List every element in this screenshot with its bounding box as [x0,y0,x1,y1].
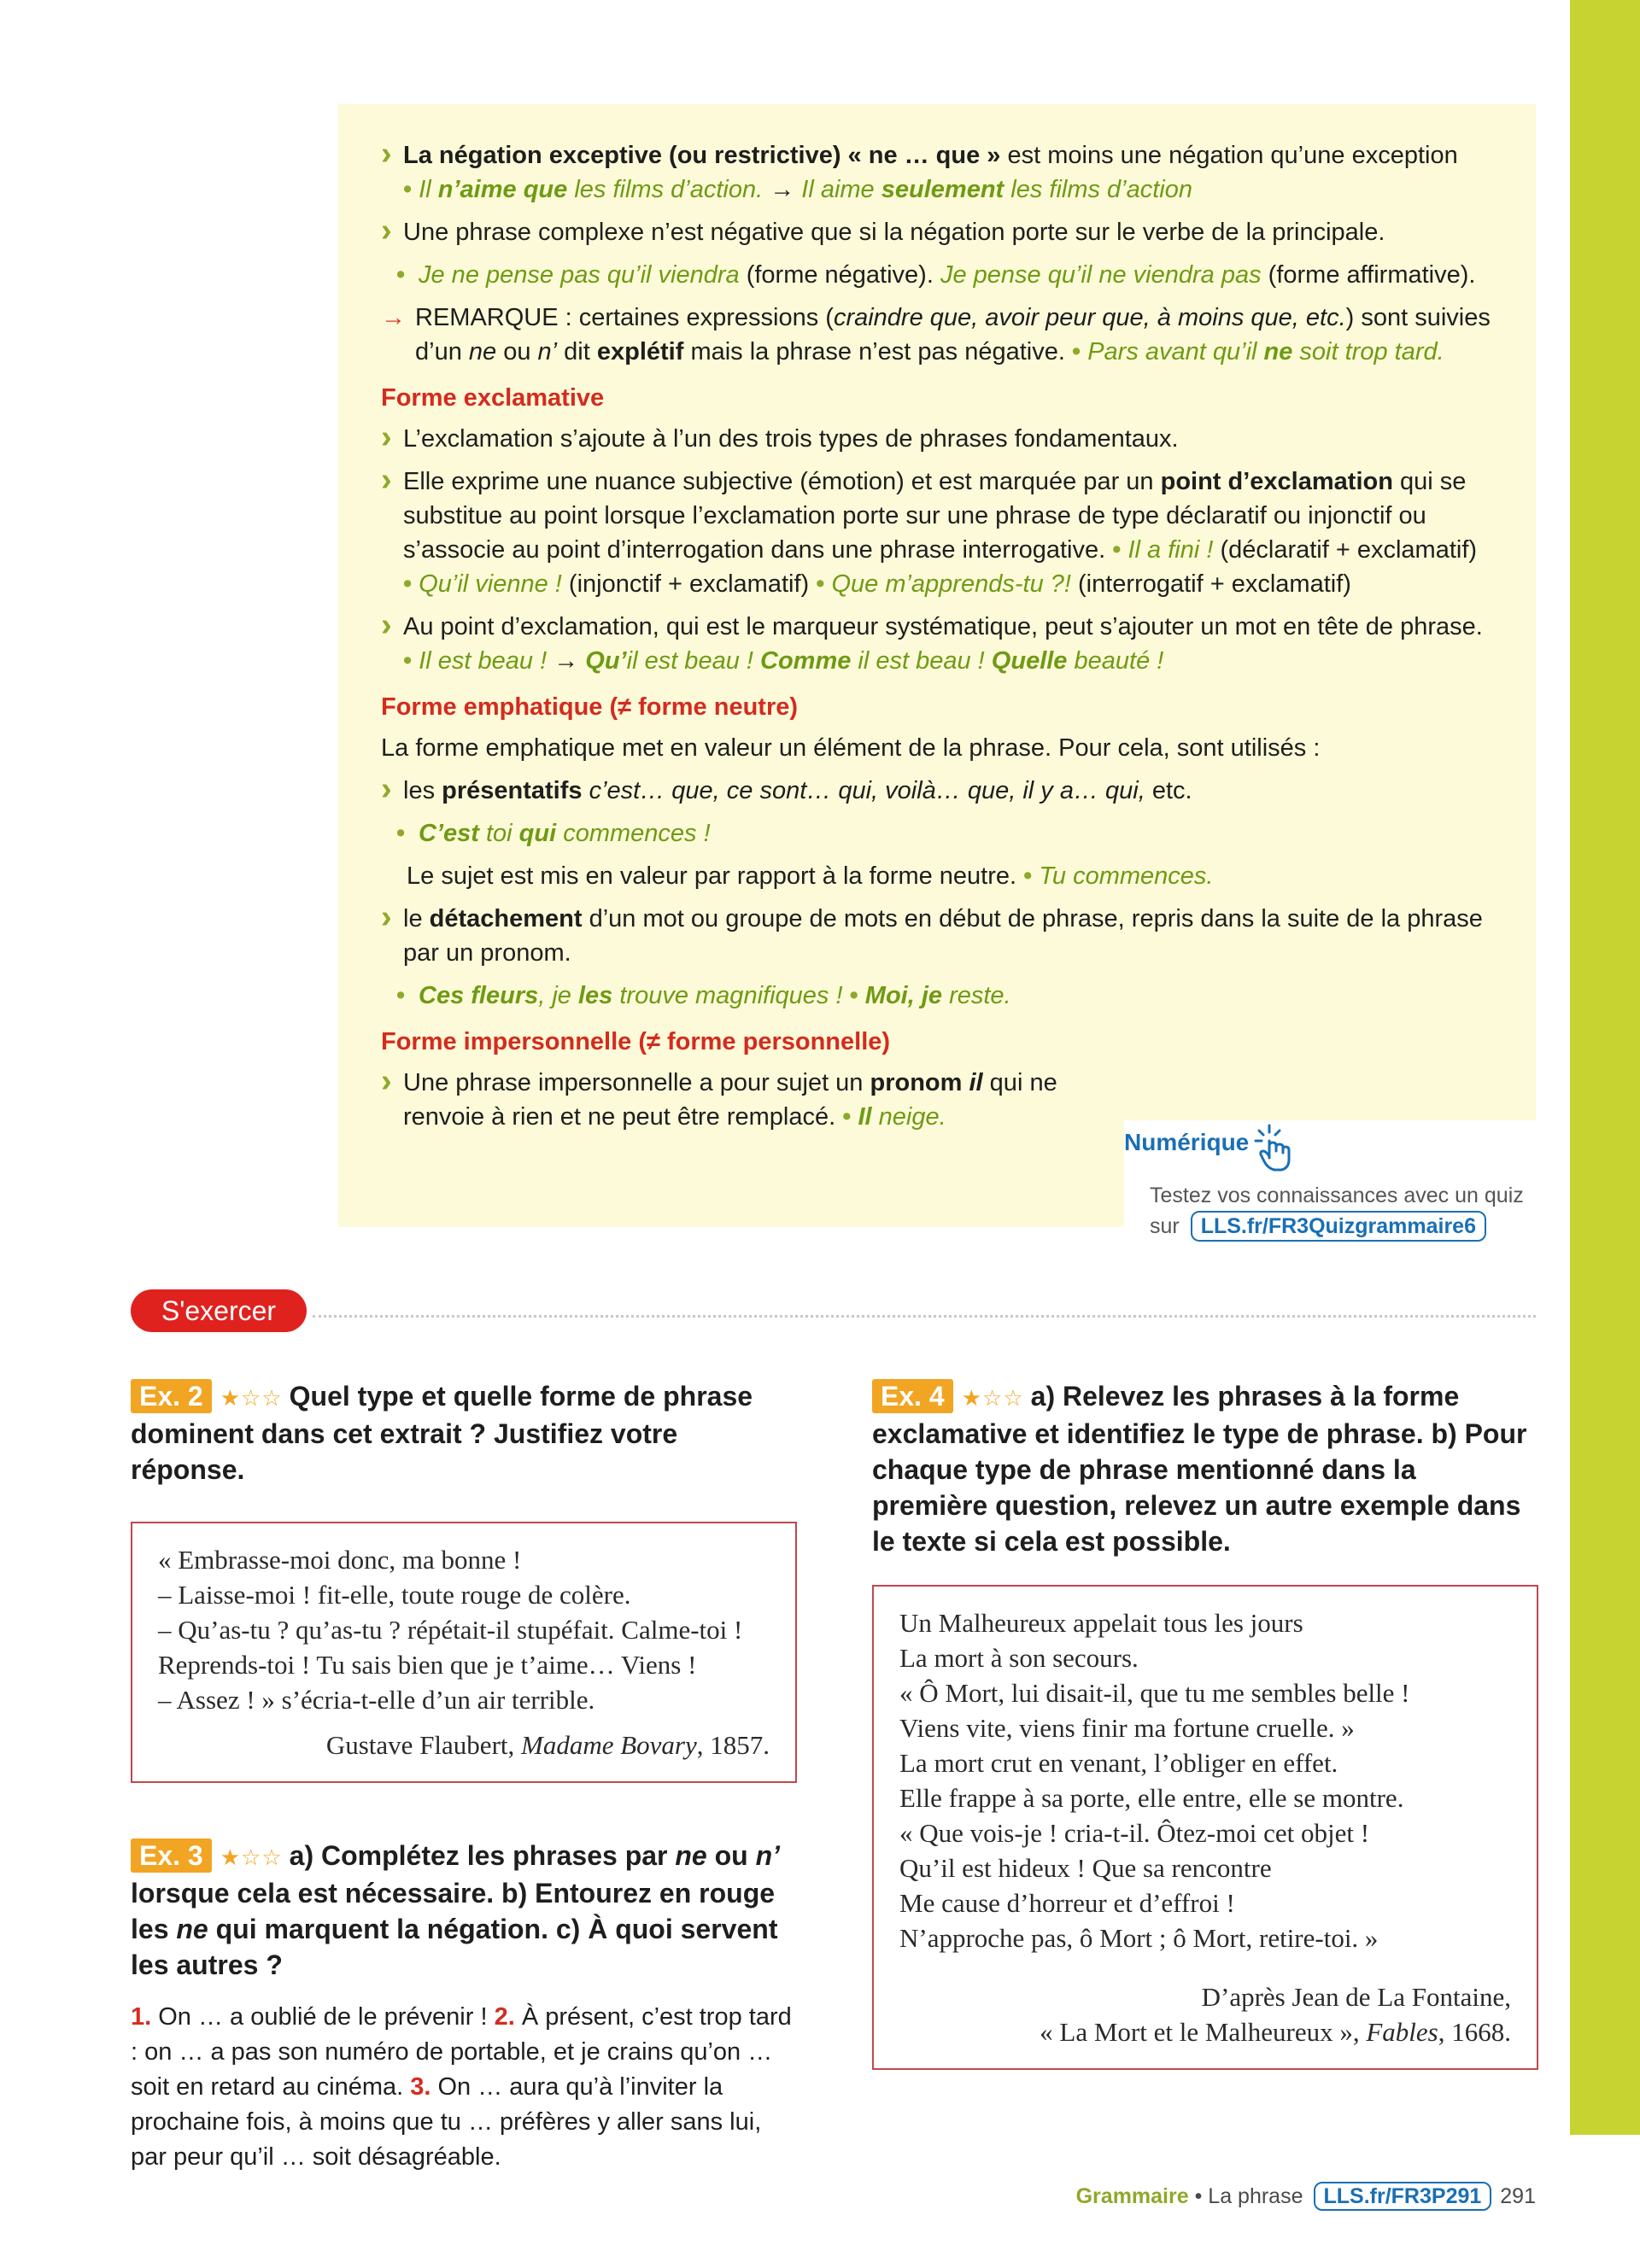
right-column [872,1378,1538,2070]
ex4-poem-box [872,1585,1538,2070]
ex2-heading: Ex. 2 ★☆☆ Quel type et quelle forme de phrase dominent dans cet extrait ? Justifiez votre réponse. [131,1381,753,1485]
lesson-content [381,138,1491,1143]
remarque: → REMARQUE : certaines expressions (craindre que, avoir peur que, à moins que, etc.) sont suivies d’un ne ou n’ dit explétif mais la phrase n’est pas négative. • Pars avant qu’il ne soit trop tard. [381,301,1491,369]
poem-line: Me cause d’horreur et d’effroi ! [899,1888,1235,1918]
quote-line: « Embrasse-moi donc, ma bonne ! [158,1545,522,1575]
poem-line: Qu’il est hideux ! Que sa rencontre [899,1853,1272,1883]
numerique-panel [1124,1120,1536,1250]
ex3-badge: Ex. 3 [131,1838,212,1873]
ex3-body: 1. On … a oublié de le prévenir ! 2. À présent, c’est trop tard : on … a pas son numéro de portable, et je crains qu’on … soit en retard au cinéma. 3. On … aura qu’à l’inviter la prochaine fois, à moins que tu … préfères y aller sans lui, par peur qu’il … soit désagréable. [131,2003,792,2171]
bullet-negation-exceptive: › La négation exceptive (ou restrictive) « ne … que » est moins une négation qu’une exception • Il n’aime que les films d’action. → Il aime seulement les films d’action [381,138,1491,207]
quote-line: – Assez ! » s’écria-t-elle d’un air terrible. [158,1685,595,1715]
page-number: 291 [1500,2184,1536,2208]
ex4-badge: Ex. 4 [872,1379,953,1413]
tap-hand-icon [1250,1120,1303,1173]
arrow-icon: → [554,647,579,675]
footer-section: Grammaire [1075,2184,1189,2208]
heading-forme-impersonnelle: Forme impersonnelle (≠ forme personnelle) [381,1028,891,1055]
quote-line: Reprends-toi ! Tu sais bien que je t’aime… Viens ! [158,1650,697,1680]
bullet-presentatifs: › les présentatifs c’est… que, ce sont… qui, voilà… que, il y a… qui, etc. [381,774,1491,808]
side-accent-strip [1570,0,1640,2135]
ex3-heading: Ex. 3 ★☆☆ a) Complétez les phrases par ne ou n’ lorsque cela est nécessaire. b) Entourez en rouge les ne qui marquent la négation. c) À quoi servent les autres ? [131,1840,781,1980]
numerique-title: Numérique [1124,1129,1250,1155]
ex2-source: Gustave Flaubert, Madame Bovary, 1857. [325,1730,770,1760]
quiz-link[interactable]: LLS.fr/FR3Quizgrammaire6 [1191,1211,1486,1242]
difficulty-stars-icon: ★☆☆ [220,1385,283,1411]
poem-line: La mort crut en venant, l’obliger en effet. [899,1748,1338,1778]
ex4-heading: Ex. 4 ★☆☆ a) Relevez les phrases à la forme exclamative et identifiez le type de phrase. b) Pour chaque type de phrase mentionné dans la première question, relevez un autre exemple dans le texte si cela est possible. [872,1381,1527,1557]
difficulty-stars-icon: ★☆☆ [961,1385,1024,1411]
bullet-exclam-2: › Elle exprime une nuance subjective (émotion) et est marquée par un point d’exclamation qui se substitue au point lorsque l’exclamation porte sur une phrase de type déclaratif ou injonctif ou s’associe au point d’interrogation dans une phrase interrogative. • Il a fini ! (déclaratif + exclamatif) • Qu’il vienne ! (injonctif + exclamatif) • Que m’apprends-tu ?! (interrogatif + exclamatif) [381,465,1491,601]
poem-line: Elle frappe à sa porte, elle entre, elle se montre. [899,1783,1404,1813]
page-footer: Grammaire • La phrase LLS.fr/FR3P291 291 [1076,2181,1536,2212]
numerique-text: Testez vos connaissances avec un quiz sur LLS.fr/FR3Quizgrammaire6 [1150,1180,1526,1242]
poem-line: « Que vois-je ! cria-t-il. Ôtez-moi cet objet ! [899,1818,1370,1848]
ex4-source: D’après Jean de La Fontaine, « La Mort et le Malheureux », Fables, 1668. [1040,1982,1511,2047]
example-phrase-complexe: • Je ne pense pas qu’il viendra (forme négative). Je pense qu’il ne viendra pas (forme affirmative). [396,261,1476,289]
quote-line: – Laisse-moi ! fit-elle, toute rouge de colère. [158,1580,631,1610]
left-column [131,1378,797,2175]
poem-line: N’approche pas, ô Mort ; ô Mort, retire-toi. » [899,1923,1379,1953]
arrow-right-icon: → [381,304,406,331]
example-presentatifs: • C’est toi qui commences ! [396,820,711,847]
example-detachement: • Ces fleurs, je les trouve magnifiques ! • Moi, je reste. [396,982,1011,1009]
footer-link[interactable]: LLS.fr/FR3P291 [1314,2182,1492,2211]
heading-forme-exclamative: Forme exclamative [381,384,605,412]
poem-line: Un Malheureux appelait tous les jours [899,1608,1303,1638]
bullet-exclam-3: › Au point d’exclamation, qui est le marqueur systématique, peut s’ajouter un mot en tête de phrase. • Il est beau ! → Qu’il est beau ! Comme il est beau ! Quelle beauté ! [381,610,1491,678]
sexercer-label: S'exercer [131,1289,307,1332]
heading-forme-emphatique: Forme emphatique (≠ forme neutre) [381,693,799,721]
poem-line: « Ô Mort, lui disait-il, que tu me sembles belle ! [899,1678,1410,1708]
bullet-detachement: › le détachement d’un mot ou groupe de mots en début de phrase, repris dans la suite de la phrase par un pronom. [381,902,1491,970]
poem-line: La mort à son secours. [899,1643,1139,1673]
sexercer-divider [313,1315,1536,1318]
quote-line: – Qu’as-tu ? qu’as-tu ? répétait-il stupéfait. Calme-toi ! [158,1615,743,1645]
bullet-impersonnelle: › Une phrase impersonnelle a pour sujet un pronom il qui ne renvoie à rien et ne peut être remplacé. • Il neige. [381,1066,1098,1134]
arrow-icon: → [770,176,795,203]
bullet-exclam-1: › L’exclamation s’ajoute à l’un des trois types de phrases fondamentaux. [381,422,1491,456]
lesson-box [338,104,1536,1227]
difficulty-stars-icon: ★☆☆ [220,1844,283,1870]
ex2-badge: Ex. 2 [131,1379,212,1413]
poem-line: Viens vite, viens finir ma fortune cruelle. » [899,1713,1355,1743]
ex2-quote-box [131,1522,797,1783]
footer-chapter: La phrase [1208,2184,1303,2208]
bullet-phrase-complexe: › Une phrase complexe n’est négative que si la négation porte sur le verbe de la principale. [381,215,1491,249]
emphatique-note: Le sujet est mis en valeur par rapport à la forme neutre. • Tu commences. [407,862,1214,890]
emphatique-intro: La forme emphatique met en valeur un élément de la phrase. Pour cela, sont utilisés : [381,734,1321,762]
